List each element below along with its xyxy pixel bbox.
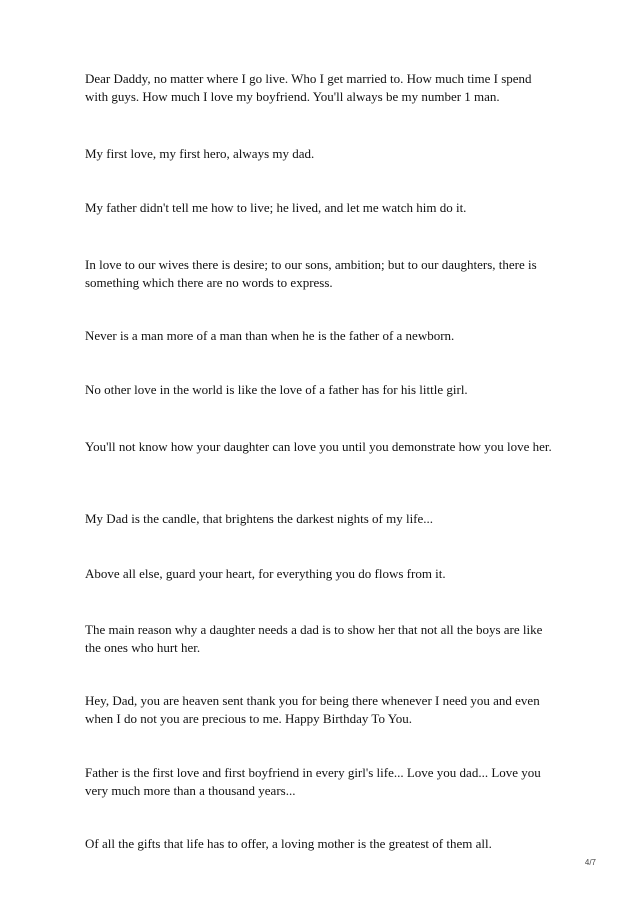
quote-1: Dear Daddy, no matter where I go live. Who I get married to. How much time I spend with guys. How much I love my boyfriend. You'll always be my number 1 man. — [85, 71, 532, 104]
quote-6: No other love in the world is like the love of a father has for his little girl. — [85, 382, 468, 397]
quote-10: The main reason why a daughter needs a dad is to show her that not all the boys are like the ones who hurt her. — [85, 622, 543, 655]
quote-13: Of all the gifts that life has to offer, a loving mother is the greatest of them all. — [85, 836, 492, 851]
quote-8: My Dad is the candle, that brightens the darkest nights of my life... — [85, 511, 434, 526]
quote-9: Above all else, guard your heart, for everything you do flows from it. — [85, 566, 446, 581]
quote-3: My father didn't tell me how to live; he lived, and let me watch him do it. — [85, 200, 467, 215]
quote-4: In love to our wives there is desire; to our sons, ambition; but to our daughters, there is something which there are no words to express. — [85, 257, 537, 290]
quote-11: Hey, Dad, you are heaven sent thank you for being there whenever I need you and even when I do not you are precious to me. Happy Birthday To You. — [85, 693, 540, 726]
quote-12: Father is the first love and first boyfriend in every girl's life... Love you dad... Love you very much more than a thousand years... — [85, 765, 541, 798]
quote-2: My first love, my first hero, always my dad. — [85, 146, 315, 161]
page-number: 4/7 — [584, 858, 596, 867]
quote-5: Never is a man more of a man than when he is the father of a newborn. — [85, 328, 455, 343]
quote-7: You'll not know how your daughter can love you until you demonstrate how you love her. — [85, 439, 552, 454]
